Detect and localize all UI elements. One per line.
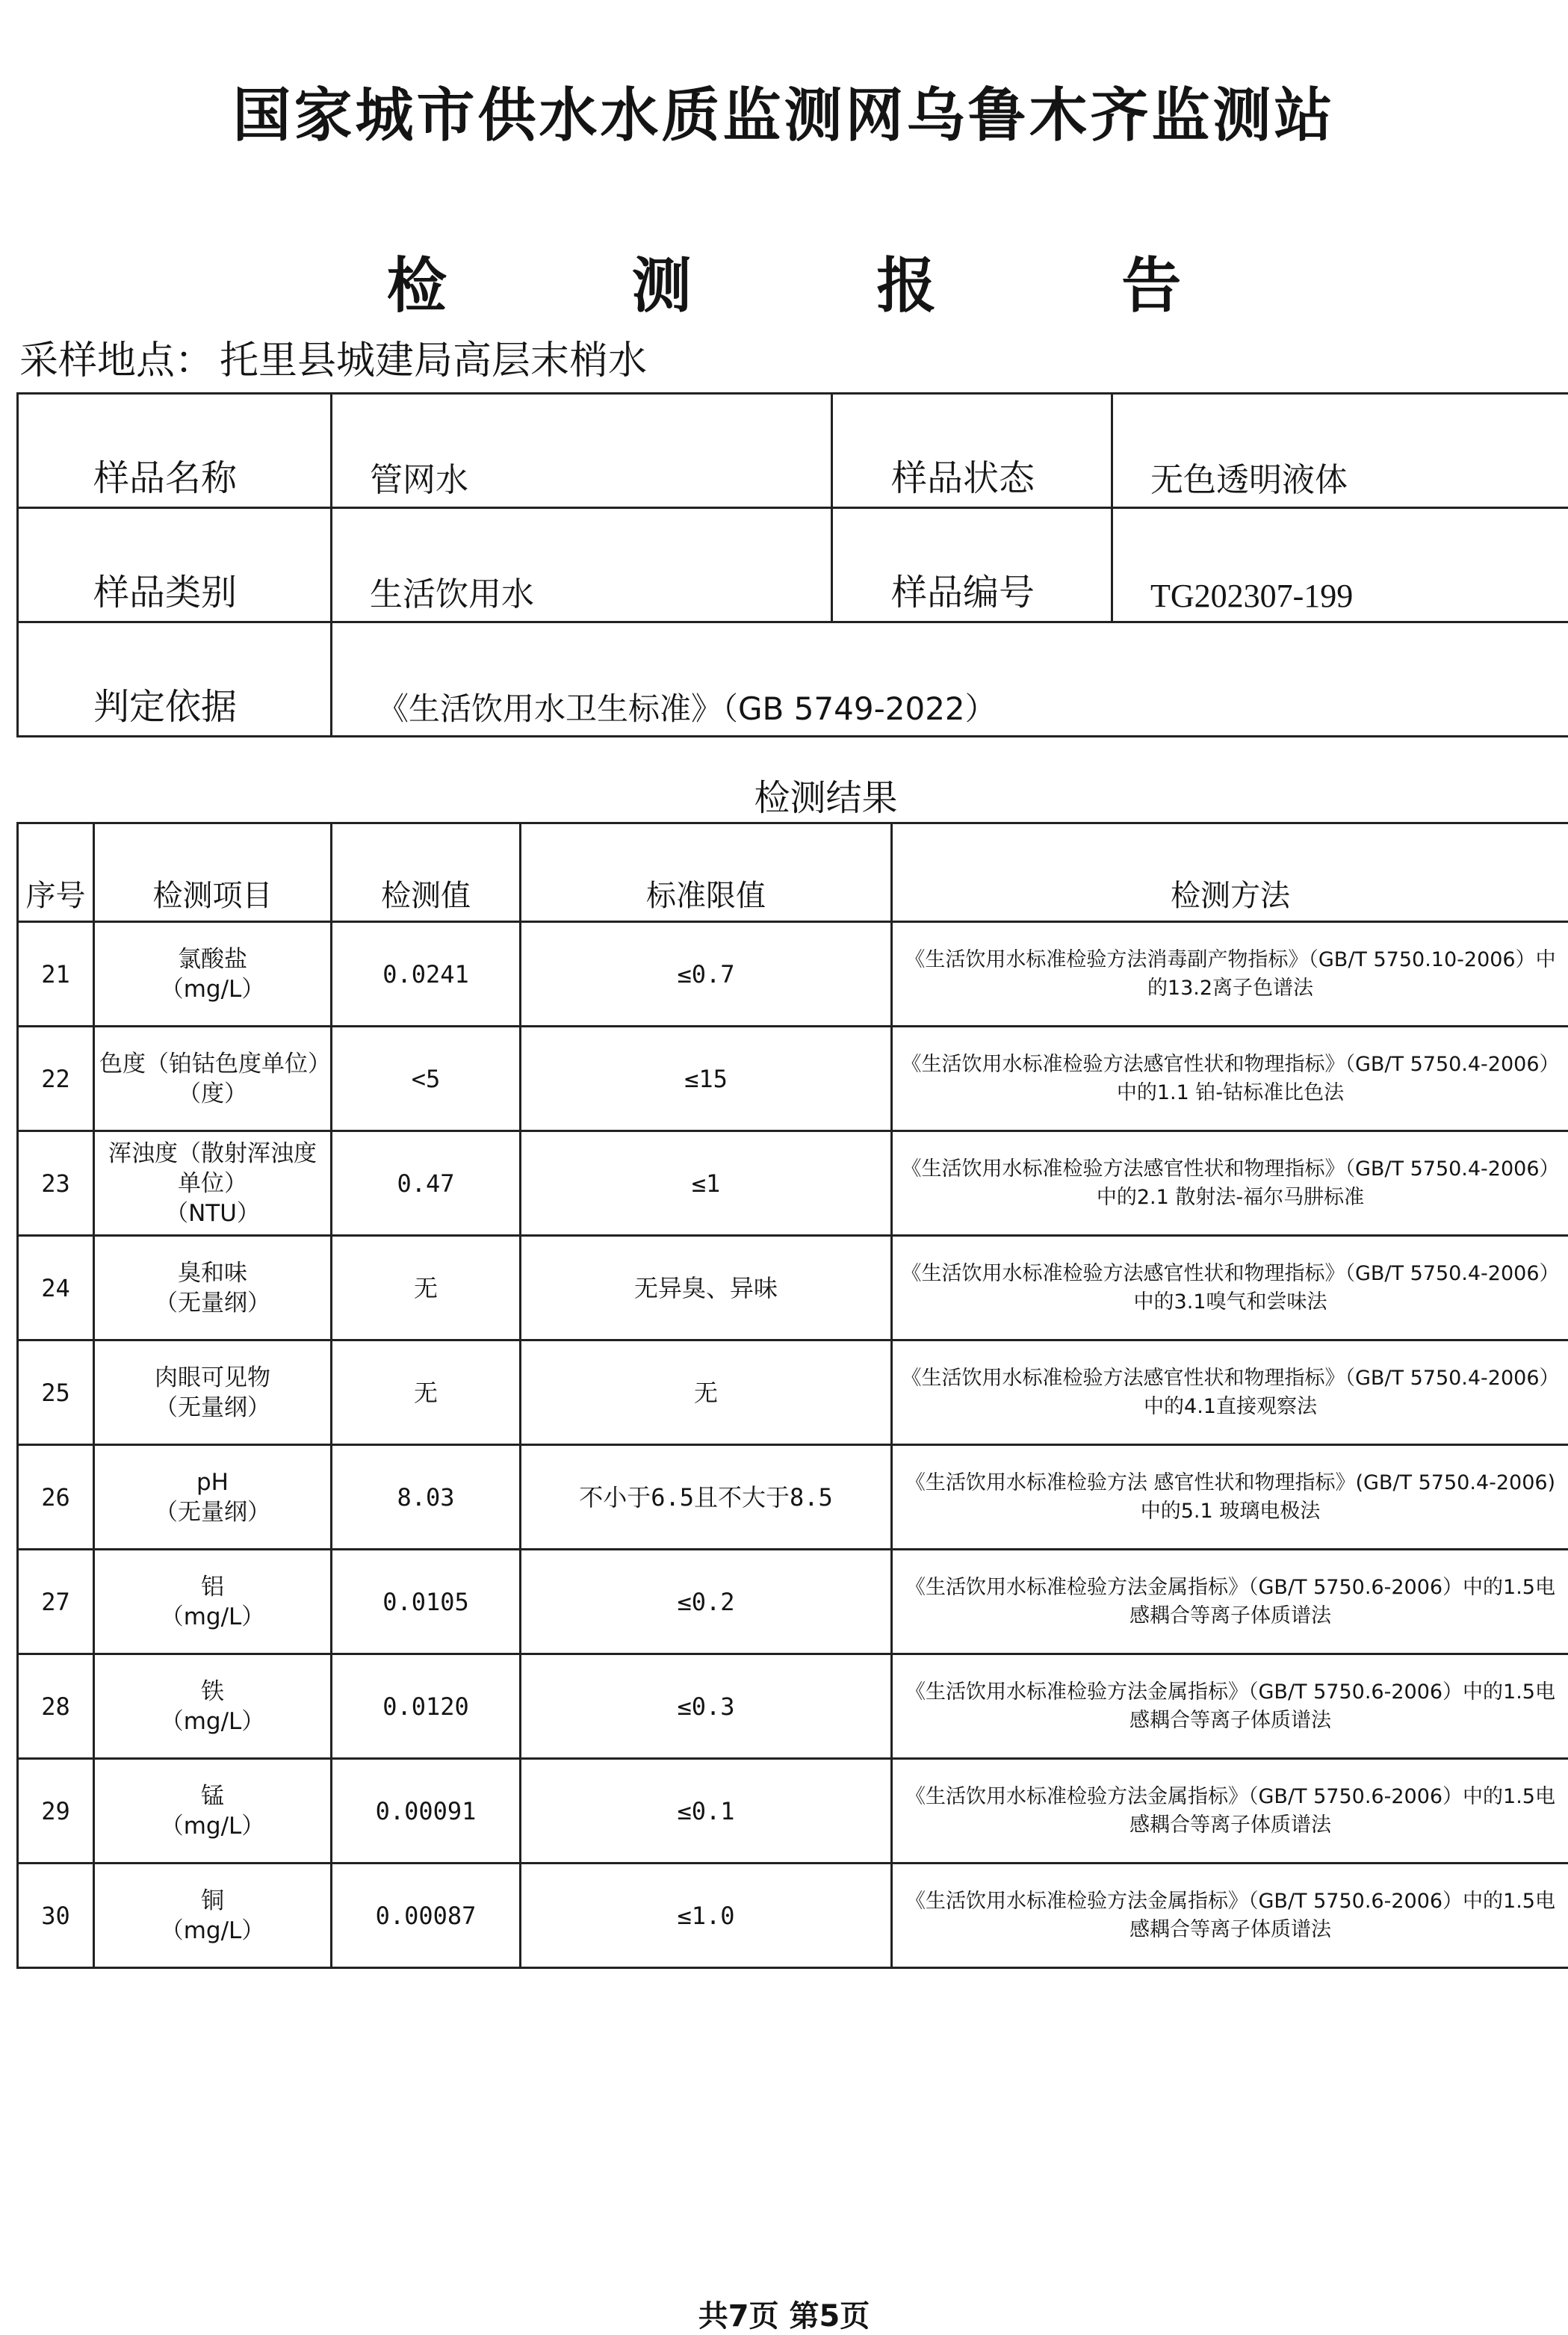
row-method: 《生活饮用水标准检验方法感官性状和物理指标》（GB/T 5750.4-2006）中的1.1 铂-钴标准比色法 — [892, 1027, 1568, 1131]
sample-name-value: 管网水 — [332, 394, 832, 508]
table-row — [18, 1864, 1568, 1968]
sample-category-value: 生活饮用水 — [332, 508, 832, 622]
results-caption: 检测结果 — [16, 768, 1568, 835]
item-name: pH — [196, 1469, 229, 1496]
item-unit: （无量纲） — [99, 1288, 326, 1318]
sample-name-label: 样品名称 — [18, 394, 332, 508]
info-row — [18, 394, 1568, 508]
row-item — [94, 1340, 332, 1445]
row-number: 23 — [18, 1131, 94, 1236]
row-value: 0.00087 — [332, 1864, 521, 1968]
row-number: 27 — [18, 1550, 94, 1654]
row-item — [94, 1654, 332, 1759]
row-item — [94, 1027, 332, 1131]
row-limit: 无异臭、异味 — [521, 1236, 892, 1340]
row-limit: ≤0.1 — [521, 1759, 892, 1864]
report-title: 检 测 报 告 — [0, 238, 1568, 324]
table-row — [18, 1550, 1568, 1654]
item-name: 锰 — [201, 1783, 224, 1810]
item-unit: （mg/L） — [99, 1707, 326, 1736]
row-method: 《生活饮用水标准检验方法金属指标》（GB/T 5750.6-2006）中的1.5电感耦合等离子体质谱法 — [892, 1759, 1568, 1864]
row-limit: ≤0.7 — [521, 922, 892, 1027]
row-item — [94, 1131, 332, 1236]
row-value: 0.00091 — [332, 1759, 521, 1864]
row-item — [94, 1864, 332, 1968]
row-method: 《生活饮用水标准检验方法消毒副产物指标》（GB/T 5750.10-2006）中的13.2离子色谱法 — [892, 922, 1568, 1027]
row-number: 25 — [18, 1340, 94, 1445]
row-limit: 不小于6.5且不大于8.5 — [521, 1445, 892, 1550]
row-item — [94, 1759, 332, 1864]
sample-number-label: 样品编号 — [832, 508, 1112, 622]
item-name: 色度（铂钴色度单位） — [99, 1051, 331, 1077]
col-header-item: 检测项目 — [94, 823, 332, 922]
row-method: 《生活饮用水标准检验方法感官性状和物理指标》（GB/T 5750.4-2006）中的4.1直接观察法 — [892, 1340, 1568, 1445]
table-row — [18, 1759, 1568, 1864]
row-method: 《生活饮用水标准检验方法感官性状和物理指标》（GB/T 5750.4-2006）中的3.1嗅气和尝味法 — [892, 1236, 1568, 1340]
sample-location-label: 采样地点： — [19, 338, 214, 383]
table-row — [18, 922, 1568, 1027]
row-value: 0.0105 — [332, 1550, 521, 1654]
table-row — [18, 1131, 1568, 1236]
row-number: 30 — [18, 1864, 94, 1968]
row-number: 28 — [18, 1654, 94, 1759]
col-header-limit: 标准限值 — [521, 823, 892, 922]
results-table — [16, 822, 1568, 1969]
table-row — [18, 1027, 1568, 1131]
row-item — [94, 1550, 332, 1654]
info-row — [18, 508, 1568, 622]
row-limit: ≤0.3 — [521, 1654, 892, 1759]
item-name: 臭和味 — [178, 1260, 247, 1287]
sample-location — [19, 329, 647, 385]
row-value: <5 — [332, 1027, 521, 1131]
item-unit: （无量纲） — [99, 1497, 326, 1527]
row-value: 0.0241 — [332, 922, 521, 1027]
sample-category-label: 样品类别 — [18, 508, 332, 622]
item-unit: （mg/L） — [99, 1811, 326, 1841]
table-row — [18, 1445, 1568, 1550]
item-name: 肉眼可见物 — [155, 1364, 270, 1391]
row-value: 0.47 — [332, 1131, 521, 1236]
row-value: 8.03 — [332, 1445, 521, 1550]
row-method: 《生活饮用水标准检验方法金属指标》（GB/T 5750.6-2006）中的1.5电感耦合等离子体质谱法 — [892, 1550, 1568, 1654]
row-value: 无 — [332, 1236, 521, 1340]
sample-state-value: 无色透明液体 — [1112, 394, 1568, 508]
row-limit: ≤15 — [521, 1027, 892, 1131]
item-unit: （NTU） — [99, 1199, 326, 1228]
item-unit: （mg/L） — [99, 974, 326, 1004]
organization-title: 国家城市供水水质监测网乌鲁木齐监测站 — [0, 69, 1568, 152]
page-number: 共7页 第5页 — [0, 2292, 1568, 2335]
row-limit: 无 — [521, 1340, 892, 1445]
col-header-number: 序号 — [18, 823, 94, 922]
col-header-method: 检测方法 — [892, 823, 1568, 922]
row-number: 21 — [18, 922, 94, 1027]
sample-info-table — [16, 392, 1568, 737]
table-row — [18, 1654, 1568, 1759]
sample-state-label: 样品状态 — [832, 394, 1112, 508]
sample-location-value: 托里县城建局高层末梢水 — [220, 338, 647, 383]
item-unit: （mg/L） — [99, 1916, 326, 1946]
item-unit: （度） — [99, 1079, 326, 1109]
item-name: 浑浊度（散射浑浊度单位） — [108, 1140, 317, 1197]
item-unit: （无量纲） — [99, 1393, 326, 1423]
row-method: 《生活饮用水标准检验方法金属指标》（GB/T 5750.6-2006）中的1.5电感耦合等离子体质谱法 — [892, 1654, 1568, 1759]
row-method: 《生活饮用水标准检验方法感官性状和物理指标》（GB/T 5750.4-2006）中的2.1 散射法-福尔马肼标准 — [892, 1131, 1568, 1236]
sample-number-value: TG202307-199 — [1112, 508, 1568, 622]
table-row — [18, 1236, 1568, 1340]
row-value: 0.0120 — [332, 1654, 521, 1759]
row-limit: ≤0.2 — [521, 1550, 892, 1654]
results-header-row — [18, 823, 1568, 922]
row-number: 22 — [18, 1027, 94, 1131]
item-unit: （mg/L） — [99, 1602, 326, 1632]
row-item — [94, 1236, 332, 1340]
table-row — [18, 1340, 1568, 1445]
row-value: 无 — [332, 1340, 521, 1445]
row-limit: ≤1.0 — [521, 1864, 892, 1968]
item-name: 氯酸盐 — [178, 946, 247, 973]
row-limit: ≤1 — [521, 1131, 892, 1236]
row-number: 26 — [18, 1445, 94, 1550]
basis-label: 判定依据 — [18, 622, 332, 737]
row-number: 29 — [18, 1759, 94, 1864]
item-name: 铝 — [201, 1574, 224, 1601]
item-name: 铁 — [201, 1678, 224, 1705]
row-item — [94, 922, 332, 1027]
row-method: 《生活饮用水标准检验方法 感官性状和物理指标》(GB/T 5750.4-2006)中的5.1 玻璃电极法 — [892, 1445, 1568, 1550]
item-name: 铜 — [201, 1887, 224, 1914]
info-row — [18, 622, 1568, 737]
row-method: 《生活饮用水标准检验方法金属指标》（GB/T 5750.6-2006）中的1.5电感耦合等离子体质谱法 — [892, 1864, 1568, 1968]
row-number: 24 — [18, 1236, 94, 1340]
col-header-value: 检测值 — [332, 823, 521, 922]
row-item — [94, 1445, 332, 1550]
basis-value: 《生活饮用水卫生标准》（GB 5749-2022） — [332, 622, 1568, 737]
